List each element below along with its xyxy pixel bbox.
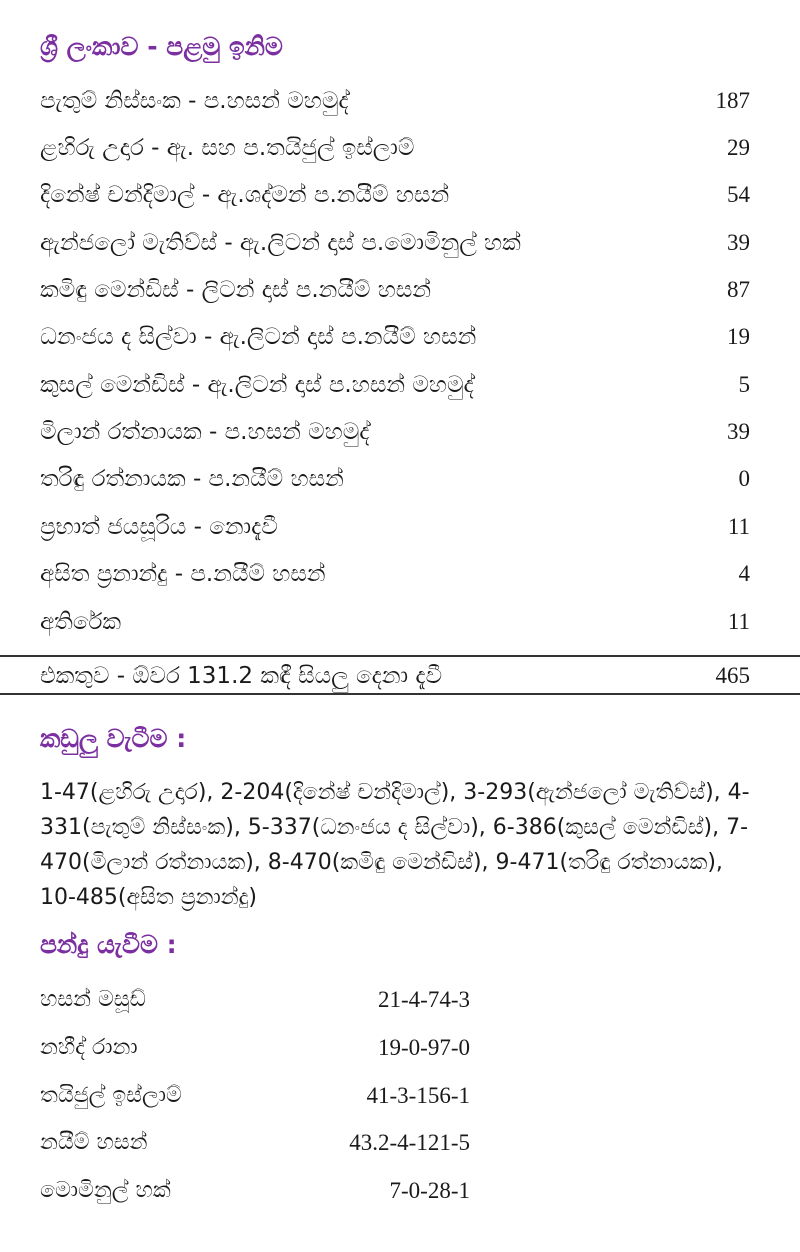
bowler-name: නයීම් හසන් — [40, 1130, 148, 1155]
batting-row-runs: 11 — [727, 514, 750, 539]
batting-row-runs: 5 — [738, 372, 750, 397]
batting-row-runs: 4 — [738, 561, 750, 586]
bowling-row — [40, 1124, 470, 1162]
batting-row-label: ළහිරු උදාර - ඇ. සහ ප.තයිජුල් ඉස්ලාම් — [40, 135, 415, 161]
divider — [0, 693, 800, 695]
bowler-figures: 21-4-74-3 — [378, 987, 470, 1012]
batting-row — [40, 508, 750, 546]
batting-row — [40, 413, 750, 451]
total-runs: 465 — [715, 663, 750, 688]
batting-row-runs: 39 — [727, 230, 750, 255]
batting-row-label: තරිඳු රත්නායක - ප.නයීම් හසන් — [40, 466, 344, 492]
batting-row-label: අසිත ප්‍රනාන්දු - ප.නයීම් හසන් — [40, 561, 326, 587]
batting-row — [40, 460, 750, 498]
batting-row-extras — [40, 603, 750, 641]
batting-row-label: පැතුම් නිස්සංක - ප.හසන් මහමුද් — [40, 88, 349, 114]
batting-row — [40, 555, 750, 593]
batting-row-runs: 29 — [727, 135, 750, 160]
total-label: එකතුව - ඕවර 131.2 කඳී සියලු දෙනා දැවී — [40, 663, 443, 689]
batting-row-runs: 0 — [738, 466, 750, 491]
bowler-figures: 43.2-4-121-5 — [349, 1130, 470, 1155]
batting-row — [40, 224, 750, 262]
batting-row-label: ධනංජය ද සිල්වා - ඇ.ලිටන් දාස් ප.නයීම් හසන් — [40, 324, 477, 350]
batting-row-runs: 19 — [727, 324, 750, 349]
batting-row-label: ප්‍රභාත් ජයසූරිය - නොදැවී — [40, 514, 278, 540]
batting-row — [40, 318, 750, 356]
batting-row-runs: 39 — [727, 419, 750, 444]
fall-of-wickets-title: කඩුලු වැටීම : — [40, 724, 187, 753]
bowling-row — [40, 1077, 470, 1115]
batting-row — [40, 176, 750, 214]
bowler-figures: 41-3-156-1 — [366, 1083, 470, 1108]
batting-row-runs: 87 — [727, 277, 750, 302]
innings-title: ශ්‍රී ලංකාව - පළමු ඉනිම — [40, 32, 283, 61]
bowling-row — [40, 1029, 470, 1067]
batting-row — [40, 366, 750, 404]
batting-row-label: ඇන්ජලෝ මැතිව්ස් - ඇ.ලිටන් දාස් ප.මොමිනුල් හක් — [40, 230, 521, 256]
batting-row-label: දිනේෂ් චන්දිමාල් - ඇ.ශද්මන් ප.නයීම් හසන් — [40, 182, 450, 208]
bowling-title: පන්දු යැවීම : — [40, 930, 177, 959]
batting-row — [40, 82, 750, 120]
batting-row-runs: 54 — [727, 182, 750, 207]
batting-row-label: අතිරේක — [40, 609, 122, 635]
batting-row — [40, 271, 750, 309]
bowler-figures: 7-0-28-1 — [389, 1178, 470, 1203]
batting-row-label: මිලාන් රත්නායක - ප.හසන් මහමුද් — [40, 419, 370, 445]
bowler-figures: 19-0-97-0 — [378, 1035, 470, 1060]
bowling-row — [40, 1172, 470, 1210]
batting-row-label: කුසල් මෙන්ඩිස් - ඇ.ලිටන් දාස් ප.හසන් මහමුද් — [40, 372, 474, 398]
bowler-name: තයිජුල් ඉස්ලාම් — [40, 1083, 182, 1108]
batting-row-runs: 187 — [715, 88, 750, 113]
bowler-name: හසන් මසූඩ් — [40, 987, 146, 1012]
total-row — [40, 657, 750, 695]
fall-of-wickets-text: 1-47(ළහිරු උදාර), 2-204(දිනේෂ් චන්දිමාල්), 3-293(ඇන්ජලෝ මැතිව්ස්), 4-331(පැතුම් නිස්සංක), 5-337(ධනංජය ද සිල්වා), 6-386(කුසල් මෙන්ඩිස්), 7-470(මිලාන් රත්නායක), 8-470(කමිඳු මෙන්ඩිස්), 9-471(තරිඳු රත්නායක), 10-485(අසිත ප්‍රනාන්දු) — [40, 780, 750, 910]
bowling-row — [40, 981, 470, 1019]
batting-row-label: කමිඳු මෙන්ඩිස් - ලිටන් දාස් ප.නයීම් හසන් — [40, 277, 432, 303]
batting-row-runs: 11 — [727, 609, 750, 634]
batting-row — [40, 129, 750, 167]
bowler-name: නහීද් රානා — [40, 1035, 138, 1060]
bowler-name: මොමිනුල් හක් — [40, 1178, 171, 1203]
